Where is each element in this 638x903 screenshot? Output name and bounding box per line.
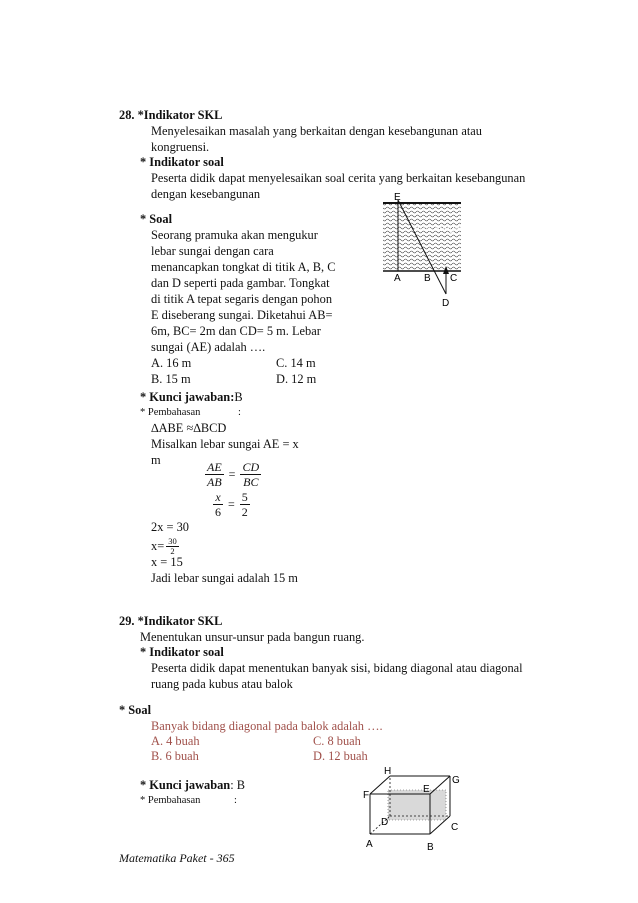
- q28-soal-line: dan D seperti pada gambar. Tongkat: [151, 276, 330, 290]
- label-c: C: [451, 822, 459, 833]
- q28-skl-line2: kongruensi.: [151, 140, 210, 154]
- q28-conclusion: Jadi lebar sungai adalah 15 m: [151, 571, 298, 585]
- q28-option-a: A. 16 m: [151, 356, 192, 370]
- edge-eh: [370, 776, 390, 794]
- q28-similar-triangles: ∆ABE ≈∆BCD: [151, 421, 227, 435]
- kunci-value: : B: [230, 778, 246, 792]
- q28-step2: [151, 537, 181, 556]
- q29-skl-line: Menentukan unsur-unsur pada bangun ruang.: [140, 630, 365, 644]
- river-label: Arus sungai: [414, 223, 462, 233]
- label-h: H: [384, 766, 392, 777]
- q28-misal-line2: m: [151, 453, 161, 467]
- q28-heading: 28. *Indikator SKL: [119, 108, 223, 122]
- label-a: A: [366, 839, 373, 850]
- q28-fraction-2: [211, 490, 252, 519]
- q29-indikator-soal-line2: ruang pada kubus atau balok: [151, 677, 293, 691]
- q29-indikator-soal-heading: * Indikator soal: [140, 645, 224, 659]
- q28-option-d: D. 12 m: [276, 372, 317, 386]
- f2-num1: x: [215, 490, 221, 504]
- label-g: G: [452, 775, 460, 786]
- f2-den2: 2: [241, 505, 248, 519]
- q28-kunci: [140, 390, 243, 405]
- q28-soal-line: E diseberang sungai. Diketahui AB=: [151, 308, 333, 322]
- q28-skl-line1: Menyelesaikan masalah yang berkaitan dengan kesebangunan atau: [151, 124, 482, 138]
- kunci-label: * Kunci jawaban: [140, 778, 231, 792]
- kunci-value: B: [234, 390, 243, 404]
- label-f: F: [363, 790, 370, 801]
- q28-soal-line: Seorang pramuka akan mengukur: [151, 228, 318, 242]
- f1-eq: =: [228, 467, 236, 481]
- cuboid-figure: [360, 764, 470, 852]
- q28-soal-line: sungai (AE) adalah ….: [151, 340, 266, 354]
- f2-eq: =: [228, 497, 235, 511]
- label-e: E: [394, 192, 401, 203]
- step2-prefix: x=: [151, 539, 165, 553]
- q28-soal-line: 6m, BC= 2m dan CD= 5 m. Lebar: [151, 324, 321, 338]
- q29-indikator-soal-line1: Peserta didik dapat menentukan banyak sisi, bidang diagonal atau diagonal: [151, 661, 523, 675]
- f1-den1: AB: [207, 475, 222, 489]
- q28-indikator-soal-line1: Peserta didik dapat menyelesaikan soal cerita yang berkaitan kesebangunan: [151, 171, 526, 185]
- q29-option-d: D. 12 buah: [313, 749, 368, 763]
- q28-soal-heading: * Soal: [140, 212, 173, 226]
- q29-question: Banyak bidang diagonal pada balok adalah ….: [151, 719, 383, 733]
- q29-option-b: B. 6 buah: [151, 749, 199, 763]
- q29-kunci: [140, 778, 245, 793]
- q28-pembahasan-label: * Pembahasan: [140, 407, 201, 418]
- label-d: D: [381, 817, 389, 828]
- label-a: A: [394, 273, 401, 284]
- river-figure: [380, 190, 480, 308]
- q28-indikator-soal-line2: dengan kesebangunan: [151, 187, 261, 201]
- f1-num2: CD: [242, 460, 260, 474]
- q28-option-b: B. 15 m: [151, 372, 191, 386]
- q28-misal-line1: Misalkan lebar sungai AE = x: [151, 437, 299, 451]
- q29-pembahasan-label: * Pembahasan: [140, 795, 201, 806]
- q29-soal-heading: * Soal: [119, 703, 152, 717]
- q28-pembahasan-colon: :: [238, 407, 241, 418]
- label-e: E: [423, 784, 430, 795]
- label-d: D: [442, 298, 450, 308]
- q28-fraction-1: [203, 460, 263, 489]
- q29-pembahasan-colon: :: [234, 795, 237, 806]
- q28-option-c: C. 14 m: [276, 356, 316, 370]
- f1-den2: BC: [243, 475, 259, 489]
- q29-option-a: A. 4 buah: [151, 734, 200, 748]
- page-footer: Matematika Paket - 365: [119, 851, 235, 865]
- label-b: B: [424, 273, 431, 284]
- label-b: B: [427, 842, 434, 852]
- q28-soal-line: di titik A tepat segaris dengan pohon: [151, 292, 333, 306]
- q29-option-c: C. 8 buah: [313, 734, 361, 748]
- f1-num1: AE: [207, 460, 222, 474]
- label-c: C: [450, 273, 458, 284]
- f2-num2: 5: [241, 490, 248, 504]
- q28-soal-line: menancapkan tongkat di titik A, B, C: [151, 260, 336, 274]
- q28-step3: x = 15: [151, 555, 183, 569]
- river-water: [383, 203, 461, 271]
- f2-den1: 6: [215, 505, 221, 519]
- step2-den: 2: [170, 546, 175, 556]
- q28-step1: 2x = 30: [151, 520, 189, 534]
- step2-num: 30: [168, 536, 177, 546]
- q29-heading: 29. *Indikator SKL: [119, 614, 223, 628]
- q28-indikator-soal-heading: * Indikator soal: [140, 155, 224, 169]
- q28-soal-line: lebar sungai dengan cara: [151, 244, 274, 258]
- kunci-label: * Kunci jawaban:: [140, 390, 235, 404]
